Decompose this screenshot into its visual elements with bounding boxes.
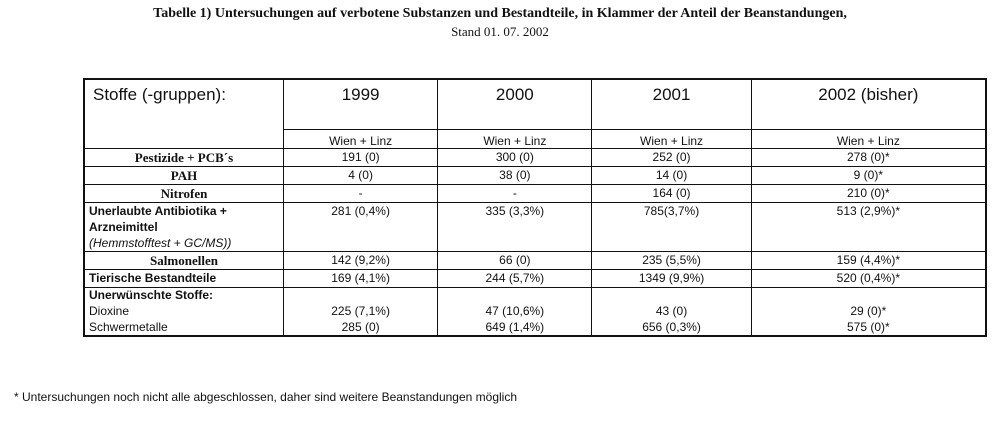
cell-value: 656 (0,3%): [642, 320, 701, 334]
row-label: Pestizide + PCB´s: [84, 149, 284, 167]
row-label: Salmonellen: [84, 252, 284, 270]
group-values-cell: [751, 288, 986, 337]
table-title: Tabelle 1) Untersuchungen auf verbotene Substanzen und Bestandteile, in Klammer der Anteil der Beanstandungen,: [153, 6, 847, 21]
cell-value: 210 (0)*: [751, 185, 986, 203]
header-substances: Stoffe (-gruppen):: [84, 79, 284, 130]
row-label: Tierische Bestandteile: [84, 270, 284, 288]
cell-value: 9 (0)*: [751, 167, 986, 185]
cell-value: 1349 (9,9%): [592, 270, 751, 288]
group-values-cell: [592, 288, 751, 337]
table-row: [84, 270, 986, 288]
table-row: [84, 203, 986, 252]
table-row: [84, 167, 986, 185]
cell-value: 4 (0): [284, 167, 438, 185]
cell-value: 281 (0,4%): [284, 203, 438, 252]
table-row: [84, 149, 986, 167]
header-2001: 2001: [592, 79, 751, 130]
subheader-location: Wien + Linz: [284, 130, 438, 149]
cell-value: 142 (9,2%): [284, 252, 438, 270]
header-2000: 2000: [438, 79, 592, 130]
header-1999: 1999: [284, 79, 438, 130]
cell-value: 252 (0): [592, 149, 751, 167]
row-label: Nitrofen: [84, 185, 284, 203]
cell-value: 29 (0)*: [850, 304, 887, 318]
table-subtitle: Stand 01. 07. 2002: [451, 24, 549, 39]
cell-value: 244 (5,7%): [438, 270, 592, 288]
cell-value: 159 (4,4%)*: [751, 252, 986, 270]
cell-value: 43 (0): [655, 304, 688, 318]
subheader-location: Wien + Linz: [438, 130, 592, 149]
cell-value: 191 (0): [284, 149, 438, 167]
cell-value: -: [438, 185, 592, 203]
cell-value: 300 (0): [438, 149, 592, 167]
subheader-empty: [84, 130, 284, 149]
cell-value: 66 (0): [438, 252, 592, 270]
cell-value: 785(3,7%): [592, 203, 751, 252]
cell-value: -: [284, 185, 438, 203]
footnote: * Untersuchungen noch nicht alle abgeschlossen, daher sind weitere Beanstandungen möglich: [14, 390, 517, 404]
group-values-cell: [438, 288, 592, 337]
cell-value: 14 (0): [592, 167, 751, 185]
group-values-cell: [284, 288, 438, 337]
group-label-cell: [84, 288, 284, 337]
cell-value: 225 (7,1%): [331, 304, 390, 318]
cell-value: 575 (0)*: [846, 320, 890, 334]
cell-value: 47 (10,6%): [485, 304, 545, 318]
cell-value: 335 (3,3%): [438, 203, 592, 252]
cell-value: 649 (1,4%): [485, 320, 545, 334]
subheader-location: Wien + Linz: [592, 130, 751, 149]
row-label: PAH: [84, 167, 284, 185]
table-row: [84, 185, 986, 203]
header-row: [84, 79, 986, 130]
group-row: [84, 288, 986, 337]
cell-value: 169 (4,1%): [284, 270, 438, 288]
subheader-row: [84, 130, 986, 149]
table-row: [84, 252, 986, 270]
cell-value: 164 (0): [592, 185, 751, 203]
cell-value: 520 (0,4%)*: [751, 270, 986, 288]
subheader-location: Wien + Linz: [751, 130, 986, 149]
cell-value: 285 (0): [341, 320, 380, 334]
header-2002: 2002 (bisher): [751, 79, 986, 130]
group-item-label: Schwermetalle: [89, 320, 168, 334]
cell-value: 513 (2,9%)*: [751, 203, 986, 252]
row-label-note: (Hemmstofftest + GC/MS)): [89, 236, 232, 250]
cell-value: 38 (0): [438, 167, 592, 185]
substances-table: [83, 78, 987, 337]
row-label: Unerlaubte Antibiotika +: [89, 204, 227, 218]
row-label-multiline: [84, 203, 284, 252]
cell-value: 278 (0)*: [751, 149, 986, 167]
row-label-cont: Arzneimittel: [89, 220, 158, 234]
cell-value: 235 (5,5%): [592, 252, 751, 270]
group-title: Unerwünschte Stoffe:: [89, 288, 214, 302]
group-item-label: Dioxine: [89, 304, 130, 318]
